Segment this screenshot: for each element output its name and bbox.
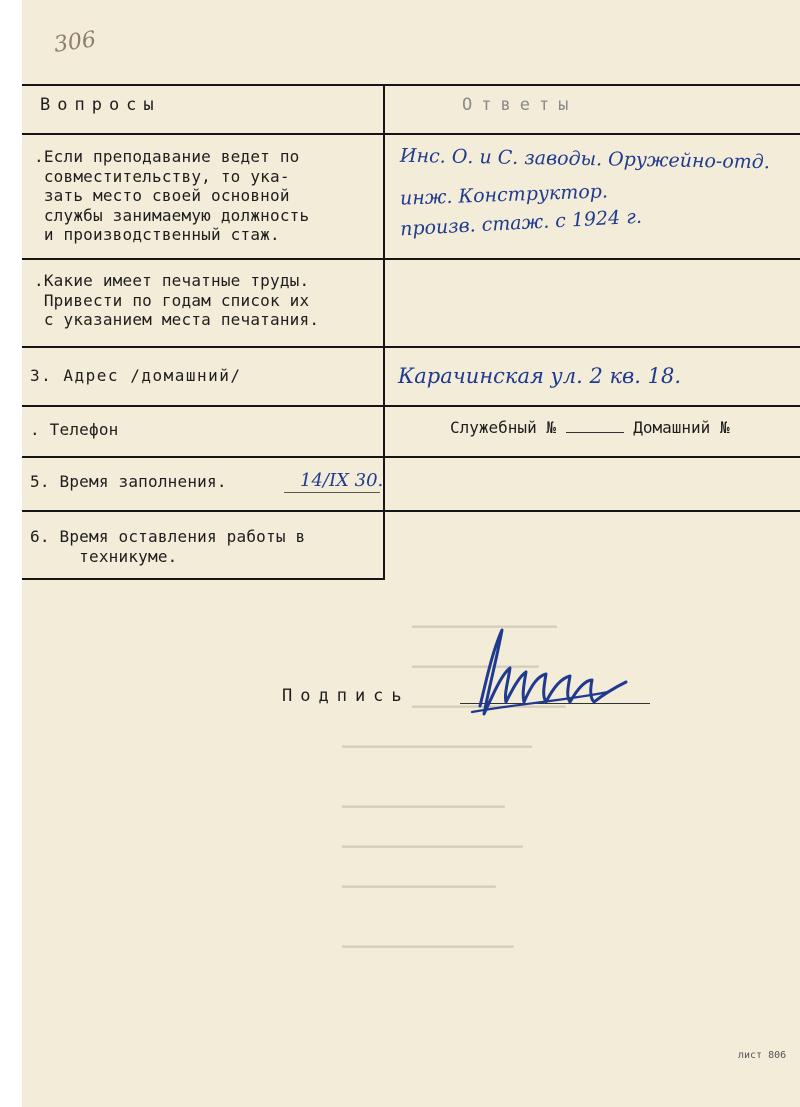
phone-work-label: Служебный № bbox=[450, 418, 556, 437]
question-1: .Если преподавание ведет по совместительству, то ука- зать место своей основной службы занимаемую должность и производственный стаж. bbox=[34, 147, 310, 244]
handwritten-date: 14/IX 30. bbox=[300, 470, 384, 491]
phone-home-label: Домашний № bbox=[633, 418, 730, 437]
table-divider-row-5 bbox=[22, 510, 800, 512]
signature-image bbox=[458, 622, 638, 722]
table-top-border bbox=[22, 84, 800, 86]
table-divider-row-3 bbox=[22, 405, 800, 407]
bleed-through-texture: ▁▁▁▁▁▁▁▁▁▁▁▁▁▁▁▁ ▁▁▁▁▁▁▁▁▁▁▁▁▁▁ ▁▁▁▁▁▁▁▁▁▁▁▁▁▁▁▁▁ ▁▁▁▁▁▁▁▁▁▁▁▁▁▁▁▁▁▁▁▁▁ ▁▁▁▁▁▁▁▁▁▁▁▁▁▁▁▁▁▁ ▁▁▁▁▁▁▁▁▁▁▁▁▁▁▁▁▁▁▁▁ ▁▁▁▁▁▁▁▁▁▁▁▁▁▁▁▁▁ ▁▁▁▁▁▁▁▁▁▁▁▁▁▁▁▁▁▁▁ bbox=[342, 610, 566, 948]
column-header-questions: Вопросы bbox=[40, 95, 161, 115]
question-5: 5. Время заполнения. bbox=[30, 472, 227, 491]
answer-1-line-3: произв. стаж. с 1924 г. bbox=[399, 205, 643, 241]
date-underline bbox=[284, 492, 380, 493]
question-3: 3. Адрес /домашний/ bbox=[30, 366, 242, 385]
signature-label: Подпись bbox=[282, 686, 410, 706]
table-divider-header bbox=[22, 133, 800, 135]
question-6: 6. Время оставления работы в техникуме. bbox=[30, 527, 306, 566]
question-2: .Какие имеет печатные труды. Привести по годам список их с указанием места печатания. bbox=[34, 271, 320, 329]
column-header-answers: Ответы bbox=[462, 95, 578, 115]
page-number-stamp: 306 bbox=[52, 27, 98, 58]
table-column-divider bbox=[383, 84, 385, 580]
question-4: . Телефон bbox=[30, 420, 119, 439]
document-page bbox=[22, 0, 800, 1107]
phone-labels bbox=[450, 418, 730, 437]
edge-mark: лист 806 bbox=[738, 1050, 787, 1061]
table-bottom-border bbox=[22, 578, 384, 580]
answer-1-line-1: Инс. О. и С. заводы. Оружейно-отд. bbox=[399, 144, 771, 174]
table-divider-row-4 bbox=[22, 456, 800, 458]
table-divider-row-2 bbox=[22, 346, 800, 348]
answer-1-line-2: инж. Конструктор. bbox=[399, 180, 609, 210]
table-divider-row-1 bbox=[22, 258, 800, 260]
answer-3-address: Карачинская ул. 2 кв. 18. bbox=[398, 364, 682, 388]
